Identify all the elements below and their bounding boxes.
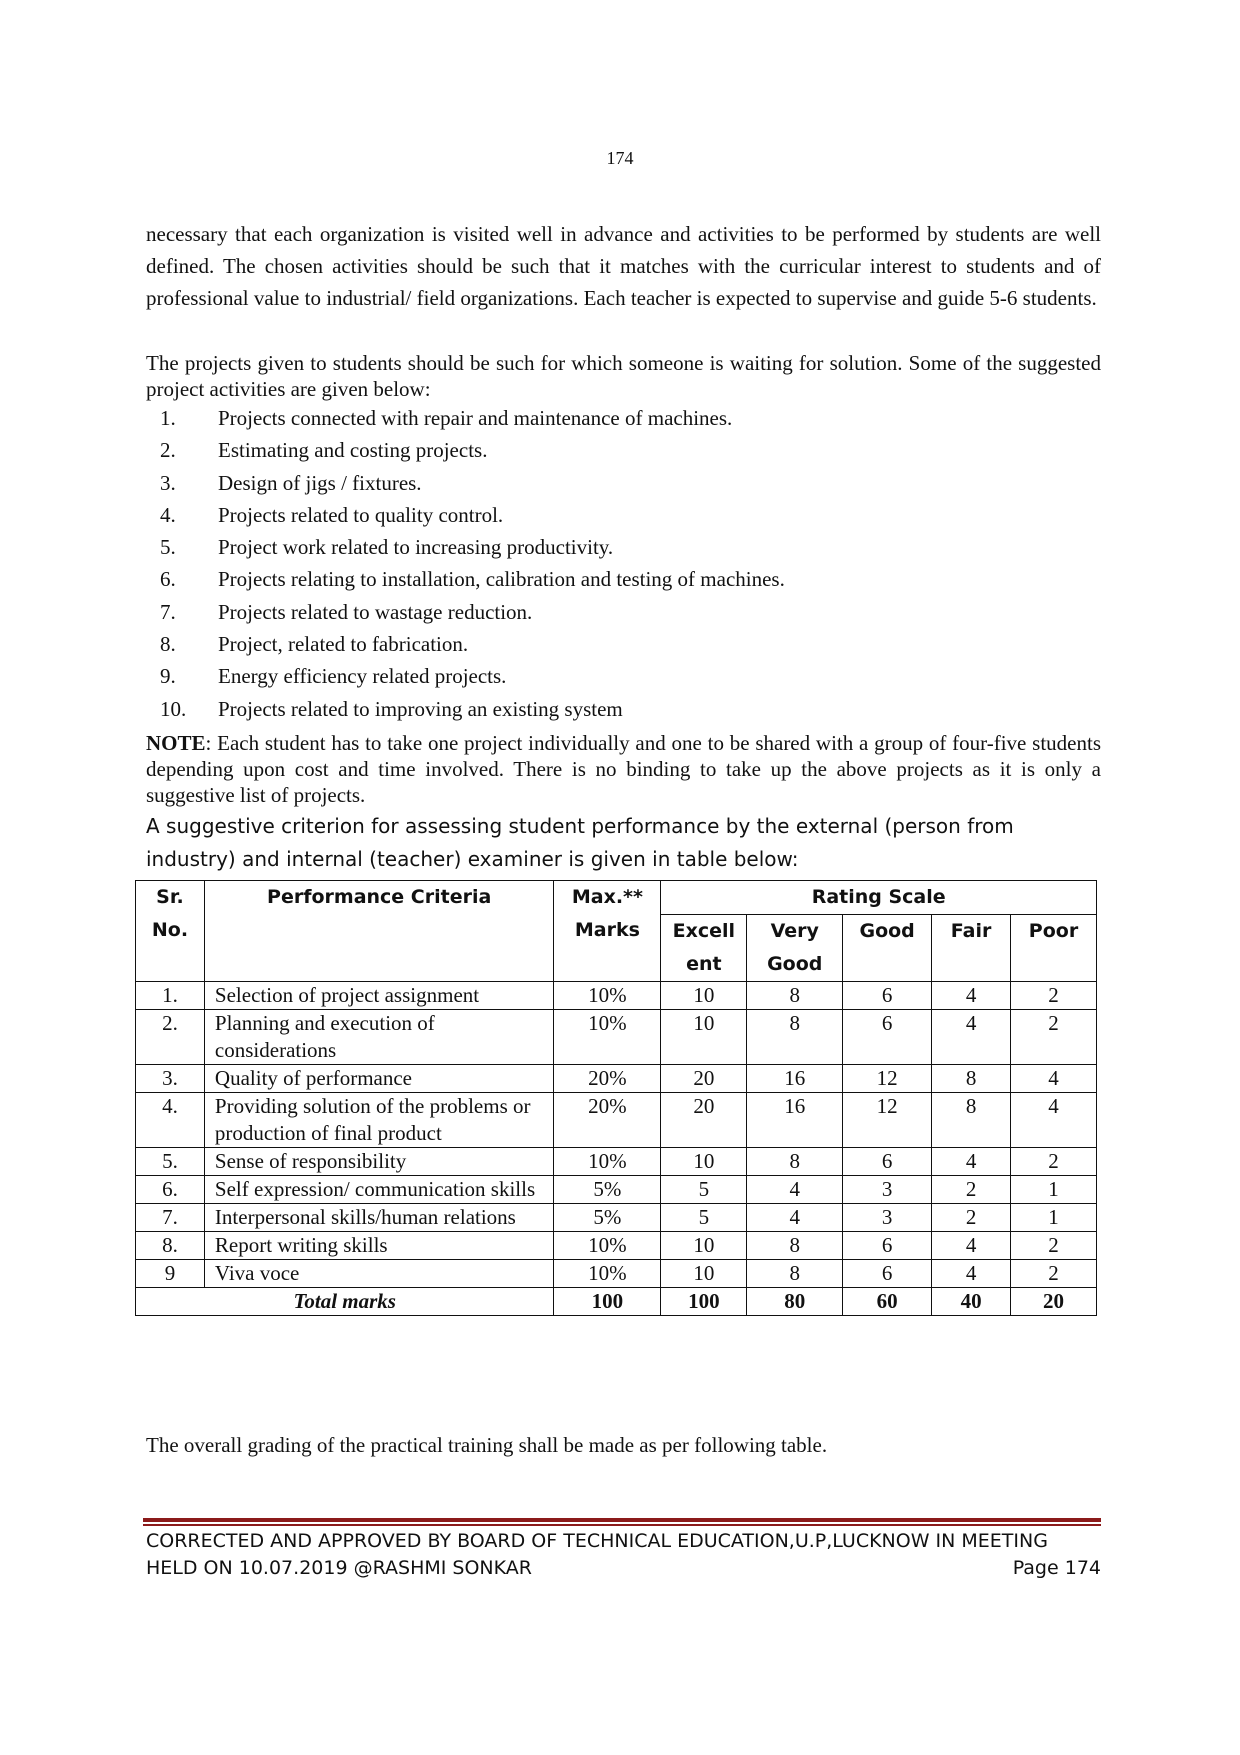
row-poor: 4 [1011,1065,1097,1093]
project-list-item [146,563,1101,595]
table-row [136,1204,1097,1232]
row-good: 12 [843,1065,932,1093]
row-good: 3 [843,1204,932,1232]
footer-page-label: Page 174 [1012,1557,1101,1579]
row-excellent: 10 [661,982,747,1010]
project-list-item [146,693,1101,725]
project-number: 8. [160,632,176,657]
row-criteria: Viva voce [204,1260,554,1288]
table-row [136,1093,1097,1148]
row-fair: 2 [932,1204,1011,1232]
row-fair: 8 [932,1065,1011,1093]
project-list-item [146,596,1101,628]
row-good: 6 [843,982,932,1010]
project-list-item [146,531,1101,563]
row-poor: 2 [1011,1148,1097,1176]
row-very-good: 8 [747,1260,843,1288]
total-good: 60 [843,1288,932,1316]
project-text: Projects relating to installation, calibration and testing of machines. [218,567,785,592]
page-number: 174 [606,148,634,168]
total-max: 100 [554,1288,661,1316]
row-sr: 2. [136,1010,205,1065]
row-very-good: 4 [747,1204,843,1232]
row-excellent: 10 [661,1232,747,1260]
project-list-item [146,499,1101,531]
table-row [136,1010,1097,1065]
row-criteria: Quality of performance [204,1065,554,1093]
row-fair: 8 [932,1093,1011,1148]
header-sr-no [136,881,205,982]
row-very-good: 8 [747,1010,843,1065]
table-row [136,1232,1097,1260]
row-poor: 4 [1011,1093,1097,1148]
row-very-good: 16 [747,1093,843,1148]
row-poor: 2 [1011,982,1097,1010]
total-very-good: 80 [747,1288,843,1316]
row-very-good: 8 [747,1232,843,1260]
row-good: 6 [843,1010,932,1065]
project-text: Design of jigs / fixtures. [218,470,422,495]
footer-rule-thin [143,1524,1101,1526]
project-number: 2. [160,438,176,463]
row-sr: 6. [136,1176,205,1204]
intro-paragraph: necessary that each organization is visited well in advance and activities to be performed by students are well defined. The chosen activities should be such that it matches with the curricular interest to students and of professional value to industrial/ field organizations. Each teacher is expected to supervise and guide 5-6 students. [146,222,1101,310]
after-table-text: The overall grading of the practical training shall be made as per following table. [146,1433,828,1457]
row-criteria: Self expression/ communication skills [204,1176,554,1204]
row-max-marks: 10% [554,982,661,1010]
header-poor: Poor [1011,915,1097,982]
table-header-row-1 [136,881,1097,915]
footer-line-2: HELD ON 10.07.2019 @RASHMI SONKAR [146,1557,532,1579]
row-poor: 2 [1011,1232,1097,1260]
row-max-marks: 5% [554,1204,661,1232]
project-number: 5. [160,535,176,560]
row-poor: 1 [1011,1204,1097,1232]
note-label: NOTE [146,731,206,755]
row-max-marks: 20% [554,1093,661,1148]
header-excellent [661,915,747,982]
row-excellent: 20 [661,1065,747,1093]
row-good: 6 [843,1148,932,1176]
row-sr: 4. [136,1093,205,1148]
project-text: Projects related to quality control. [218,502,504,527]
row-fair: 4 [932,1010,1011,1065]
row-fair: 4 [932,1148,1011,1176]
project-list-item [146,467,1101,499]
project-text: Projects related to improving an existing system [218,696,623,721]
project-number: 1. [160,406,176,430]
table-total-row [136,1288,1097,1316]
row-sr: 7. [136,1204,205,1232]
project-number: 7. [160,599,176,624]
row-max-marks: 5% [554,1176,661,1204]
header-no: No. [151,919,189,941]
total-fair: 40 [932,1288,1011,1316]
assessment-table [135,880,1097,1316]
project-number: 6. [160,567,176,592]
row-excellent: 5 [661,1204,747,1232]
row-sr: 8. [136,1232,205,1260]
header-very-2: Good [767,953,823,975]
row-criteria: Selection of project assignment [204,982,554,1010]
footer-line-1: CORRECTED AND APPROVED BY BOARD OF TECHNICAL EDUCATION,U.P,LUCKNOW IN MEETING [146,1530,1048,1552]
row-good: 3 [843,1176,932,1204]
header-excellent-1: Excell [672,920,736,942]
project-list-item [146,628,1101,660]
row-excellent: 20 [661,1093,747,1148]
row-very-good: 4 [747,1176,843,1204]
row-good: 6 [843,1232,932,1260]
row-poor: 2 [1011,1260,1097,1288]
row-good: 12 [843,1093,932,1148]
note-paragraph [146,730,1101,808]
header-sr: Sr. [156,886,184,908]
row-sr: 1. [136,982,205,1010]
project-number: 4. [160,502,176,527]
project-text: Estimating and costing projects. [218,438,488,463]
row-max-marks: 10% [554,1260,661,1288]
header-excellent-2: ent [686,953,722,975]
row-excellent: 10 [661,1148,747,1176]
row-fair: 4 [932,982,1011,1010]
project-text: Project, related to fabrication. [218,632,469,657]
project-number: 3. [160,470,176,495]
table-row [136,982,1097,1010]
footer [146,1528,1101,1582]
row-sr: 3. [136,1065,205,1093]
project-text: Projects connected with repair and maintenance of machines. [218,406,733,430]
footer-rule-thick [143,1518,1101,1522]
row-good: 6 [843,1260,932,1288]
row-excellent: 10 [661,1260,747,1288]
row-max-marks: 10% [554,1232,661,1260]
row-very-good: 8 [747,982,843,1010]
row-poor: 1 [1011,1176,1097,1204]
row-excellent: 5 [661,1176,747,1204]
row-fair: 4 [932,1232,1011,1260]
table-row [136,1065,1097,1093]
criterion-section [146,810,1101,876]
header-rating-scale: Rating Scale [661,881,1097,915]
total-excellent: 100 [661,1288,747,1316]
header-max-marks [554,881,661,982]
row-criteria: Interpersonal skills/human relations [204,1204,554,1232]
criterion-intro: A suggestive criterion for assessing student performance by the external (person from industry) and internal (teacher) examiner is given in table below: [146,814,1014,871]
row-very-good: 8 [747,1148,843,1176]
row-max-marks: 10% [554,1010,661,1065]
project-list-item [146,660,1101,692]
row-criteria: Report writing skills [204,1232,554,1260]
table-row [136,1260,1097,1288]
row-sr: 5. [136,1148,205,1176]
header-fair: Fair [932,915,1011,982]
total-label: Total marks [136,1288,554,1316]
row-fair: 4 [932,1260,1011,1288]
row-max-marks: 20% [554,1065,661,1093]
note-section [146,730,1101,808]
row-sr: 9 [136,1260,205,1288]
row-very-good: 16 [747,1065,843,1093]
project-list-item [146,434,1101,466]
intro-section [146,218,1101,314]
footer-line-2-row [146,1555,1101,1582]
table-row [136,1176,1097,1204]
row-poor: 2 [1011,1010,1097,1065]
row-criteria: Sense of responsibility [204,1148,554,1176]
row-criteria: Planning and execution of considerations [204,1010,554,1065]
projects-paragraph: The projects given to students should be such for which someone is waiting for solution. Some of the suggested project activities are given below: [146,351,1101,401]
project-text: Project work related to increasing productivity. [218,535,614,560]
project-text: Energy efficiency related projects. [218,664,507,689]
header-max: Max.** [571,886,643,908]
header-very-good [747,915,843,982]
table-row [136,1148,1097,1176]
header-very-1: Very [770,920,819,942]
project-number: 10. [160,696,187,721]
row-fair: 2 [932,1176,1011,1204]
project-list [146,402,1101,725]
total-poor: 20 [1011,1288,1097,1316]
row-criteria: Providing solution of the problems or production of final product [204,1093,554,1148]
row-excellent: 10 [661,1010,747,1065]
header-good: Good [843,915,932,982]
table-body [136,982,1097,1288]
note-text: : Each student has to take one project individually and one to be shared with a group of four-five students depending upon cost and time involved. There is no binding to take up the above projects as it is only a suggestive list of projects. [146,731,1101,807]
project-list-item [146,402,1101,434]
projects-section [146,350,1101,725]
row-max-marks: 10% [554,1148,661,1176]
header-marks: Marks [574,919,640,941]
project-number: 9. [160,664,176,689]
header-criteria: Performance Criteria [204,881,554,982]
project-text: Projects related to wastage reduction. [218,599,533,624]
